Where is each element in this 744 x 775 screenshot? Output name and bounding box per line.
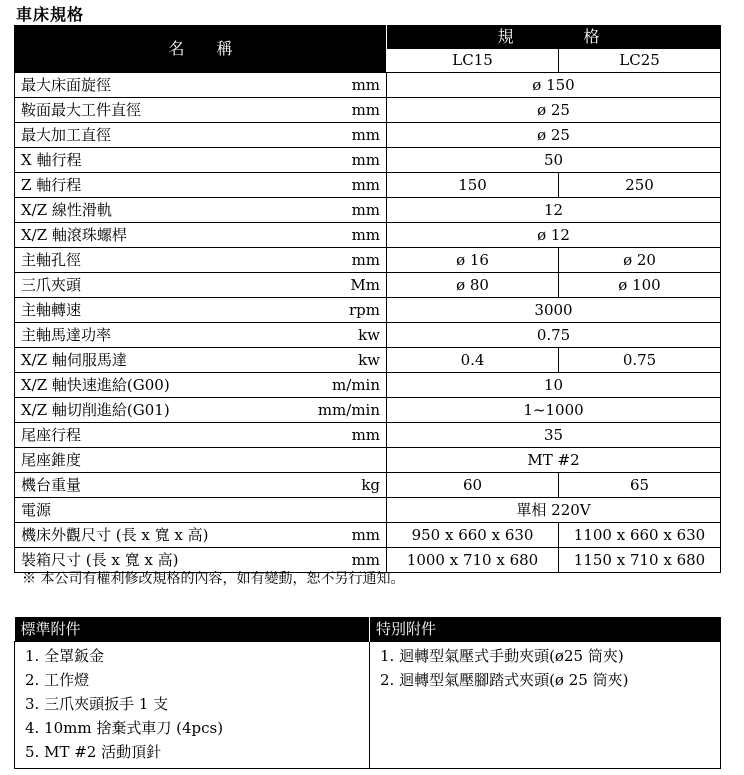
spec-row	[15, 198, 721, 223]
spec-unit: kw	[303, 348, 387, 373]
standard-accessory-item: 1. 全罩鈑金	[25, 647, 105, 665]
spec-unit: mm	[303, 98, 387, 123]
spec-label: 機台重量	[15, 473, 303, 498]
spec-unit: rpm	[303, 298, 387, 323]
spec-value-lc15: 0.4	[387, 348, 559, 373]
spec-value-shared: 1~1000	[387, 398, 721, 423]
spec-unit: mm	[303, 123, 387, 148]
spec-value-shared: MT #2	[387, 448, 721, 473]
special-accessories-title: 特別附件	[370, 617, 721, 642]
spec-value-shared: ø 12	[387, 223, 721, 248]
spec-value-shared: 10	[387, 373, 721, 398]
spec-row	[15, 73, 721, 98]
special-accessory-item: 2. 迴轉型氣壓腳踏式夾頭(ø 25 筒夾)	[380, 671, 629, 689]
page-title: 車床規格	[16, 5, 85, 24]
spec-row	[15, 298, 721, 323]
spec-label: 主軸馬達功率	[15, 323, 303, 348]
spec-body	[15, 73, 721, 573]
accessories-table	[14, 617, 721, 769]
spec-value-lc15: ø 80	[387, 273, 559, 298]
spec-value-shared: 0.75	[387, 323, 721, 348]
spec-row	[15, 273, 721, 298]
spec-unit: kg	[303, 473, 387, 498]
spec-unit	[303, 498, 387, 523]
spec-row	[15, 248, 721, 273]
spec-label: 主軸孔徑	[15, 248, 303, 273]
accessories-body-row	[15, 642, 721, 769]
spec-label: 機床外觀尺寸 (長 x 寬 x 高)	[15, 523, 303, 548]
spec-row	[15, 373, 721, 398]
spec-label: X 軸行程	[15, 148, 303, 173]
standard-accessories-cell	[15, 642, 370, 769]
header-row	[15, 26, 721, 49]
spec-label: X/Z 軸滾珠螺桿	[15, 223, 303, 248]
spec-value-lc15: 150	[387, 173, 559, 198]
spec-row	[15, 523, 721, 548]
spec-row	[15, 448, 721, 473]
spec-value-lc15: ø 16	[387, 248, 559, 273]
spec-label: 尾座行程	[15, 423, 303, 448]
spec-value-shared: 35	[387, 423, 721, 448]
spec-value-shared: ø 25	[387, 98, 721, 123]
spec-value-lc25: 250	[559, 173, 721, 198]
spec-row	[15, 423, 721, 448]
special-accessories-cell	[370, 642, 721, 769]
special-accessories-list	[380, 644, 720, 692]
spec-value-shared: ø 150	[387, 73, 721, 98]
spec-value-shared: 3000	[387, 298, 721, 323]
spec-row	[15, 98, 721, 123]
spec-unit: mm	[303, 73, 387, 98]
spec-value-lc15: 1000 x 710 x 680	[387, 548, 559, 573]
spec-unit: mm/min	[303, 398, 387, 423]
spec-header: 規格	[387, 26, 721, 49]
spec-row	[15, 348, 721, 373]
standard-accessory-item: 4. 10mm 捨棄式車刀 (4pcs)	[25, 719, 224, 737]
standard-accessory-item: 5. MT #2 活動頂針	[25, 743, 162, 761]
model-lc25: LC25	[559, 49, 721, 73]
spec-value-shared: ø 25	[387, 123, 721, 148]
spec-value-lc25: 0.75	[559, 348, 721, 373]
spec-unit: mm	[303, 523, 387, 548]
spec-unit: mm	[303, 548, 387, 573]
spec-unit: mm	[303, 148, 387, 173]
spec-label: 尾座錐度	[15, 448, 303, 473]
spec-unit: Mm	[303, 273, 387, 298]
spec-unit: mm	[303, 423, 387, 448]
standard-accessory-item: 3. 三爪夾頭扳手 1 支	[25, 695, 169, 713]
spec-unit: kw	[303, 323, 387, 348]
spec-label: 主軸轉速	[15, 298, 303, 323]
model-lc15: LC15	[387, 49, 559, 73]
special-accessory-item: 1. 迴轉型氣壓式手動夾頭(ø25 筒夾)	[380, 647, 624, 665]
spec-value-lc25: 1100 x 660 x 630	[559, 523, 721, 548]
spec-row	[15, 223, 721, 248]
standard-accessory-item: 2. 工作燈	[25, 671, 90, 689]
spec-row	[15, 123, 721, 148]
spec-row	[15, 323, 721, 348]
spec-row	[15, 473, 721, 498]
standard-accessories-title: 標準附件	[15, 617, 370, 642]
spec-label: 鞍面最大工件直徑	[15, 98, 303, 123]
spec-value-lc15: 950 x 660 x 630	[387, 523, 559, 548]
spec-value-lc25: 1150 x 710 x 680	[559, 548, 721, 573]
spec-unit	[303, 448, 387, 473]
spec-unit: mm	[303, 173, 387, 198]
spec-label: 電源	[15, 498, 303, 523]
spec-value-lc15: 60	[387, 473, 559, 498]
spec-value-lc25: ø 20	[559, 248, 721, 273]
spec-row	[15, 498, 721, 523]
name-header	[15, 26, 387, 73]
spec-value-shared: 單相 220V	[387, 498, 721, 523]
spec-unit: m/min	[303, 373, 387, 398]
spec-row	[15, 148, 721, 173]
spec-unit: mm	[303, 198, 387, 223]
spec-unit: mm	[303, 248, 387, 273]
accessories-header-row	[15, 617, 721, 642]
spec-row	[15, 398, 721, 423]
spec-label: X/Z 軸快速進給(G00)	[15, 373, 303, 398]
spec-label: X/Z 軸切削進給(G01)	[15, 398, 303, 423]
spec-value-shared: 50	[387, 148, 721, 173]
disclaimer-note: ※ 本公司有權利修改規格的內容，如有變動，恕不另行通知。	[22, 571, 405, 587]
spec-value-lc25: ø 100	[559, 273, 721, 298]
standard-accessories-list	[25, 644, 369, 764]
spec-unit: mm	[303, 223, 387, 248]
spec-label: 三爪夾頭	[15, 273, 303, 298]
spec-label: Z 軸行程	[15, 173, 303, 198]
name-header-label: 名 稱	[168, 39, 233, 58]
spec-label: X/Z 軸伺服馬達	[15, 348, 303, 373]
spec-table	[14, 25, 721, 573]
spec-label: X/Z 線性滑軌	[15, 198, 303, 223]
spec-row	[15, 173, 721, 198]
spec-label: 最大加工直徑	[15, 123, 303, 148]
spec-value-shared: 12	[387, 198, 721, 223]
spec-label: 最大床面旋徑	[15, 73, 303, 98]
spec-value-lc25: 65	[559, 473, 721, 498]
spec-label: 裝箱尺寸 (長 x 寬 x 高)	[15, 548, 303, 573]
